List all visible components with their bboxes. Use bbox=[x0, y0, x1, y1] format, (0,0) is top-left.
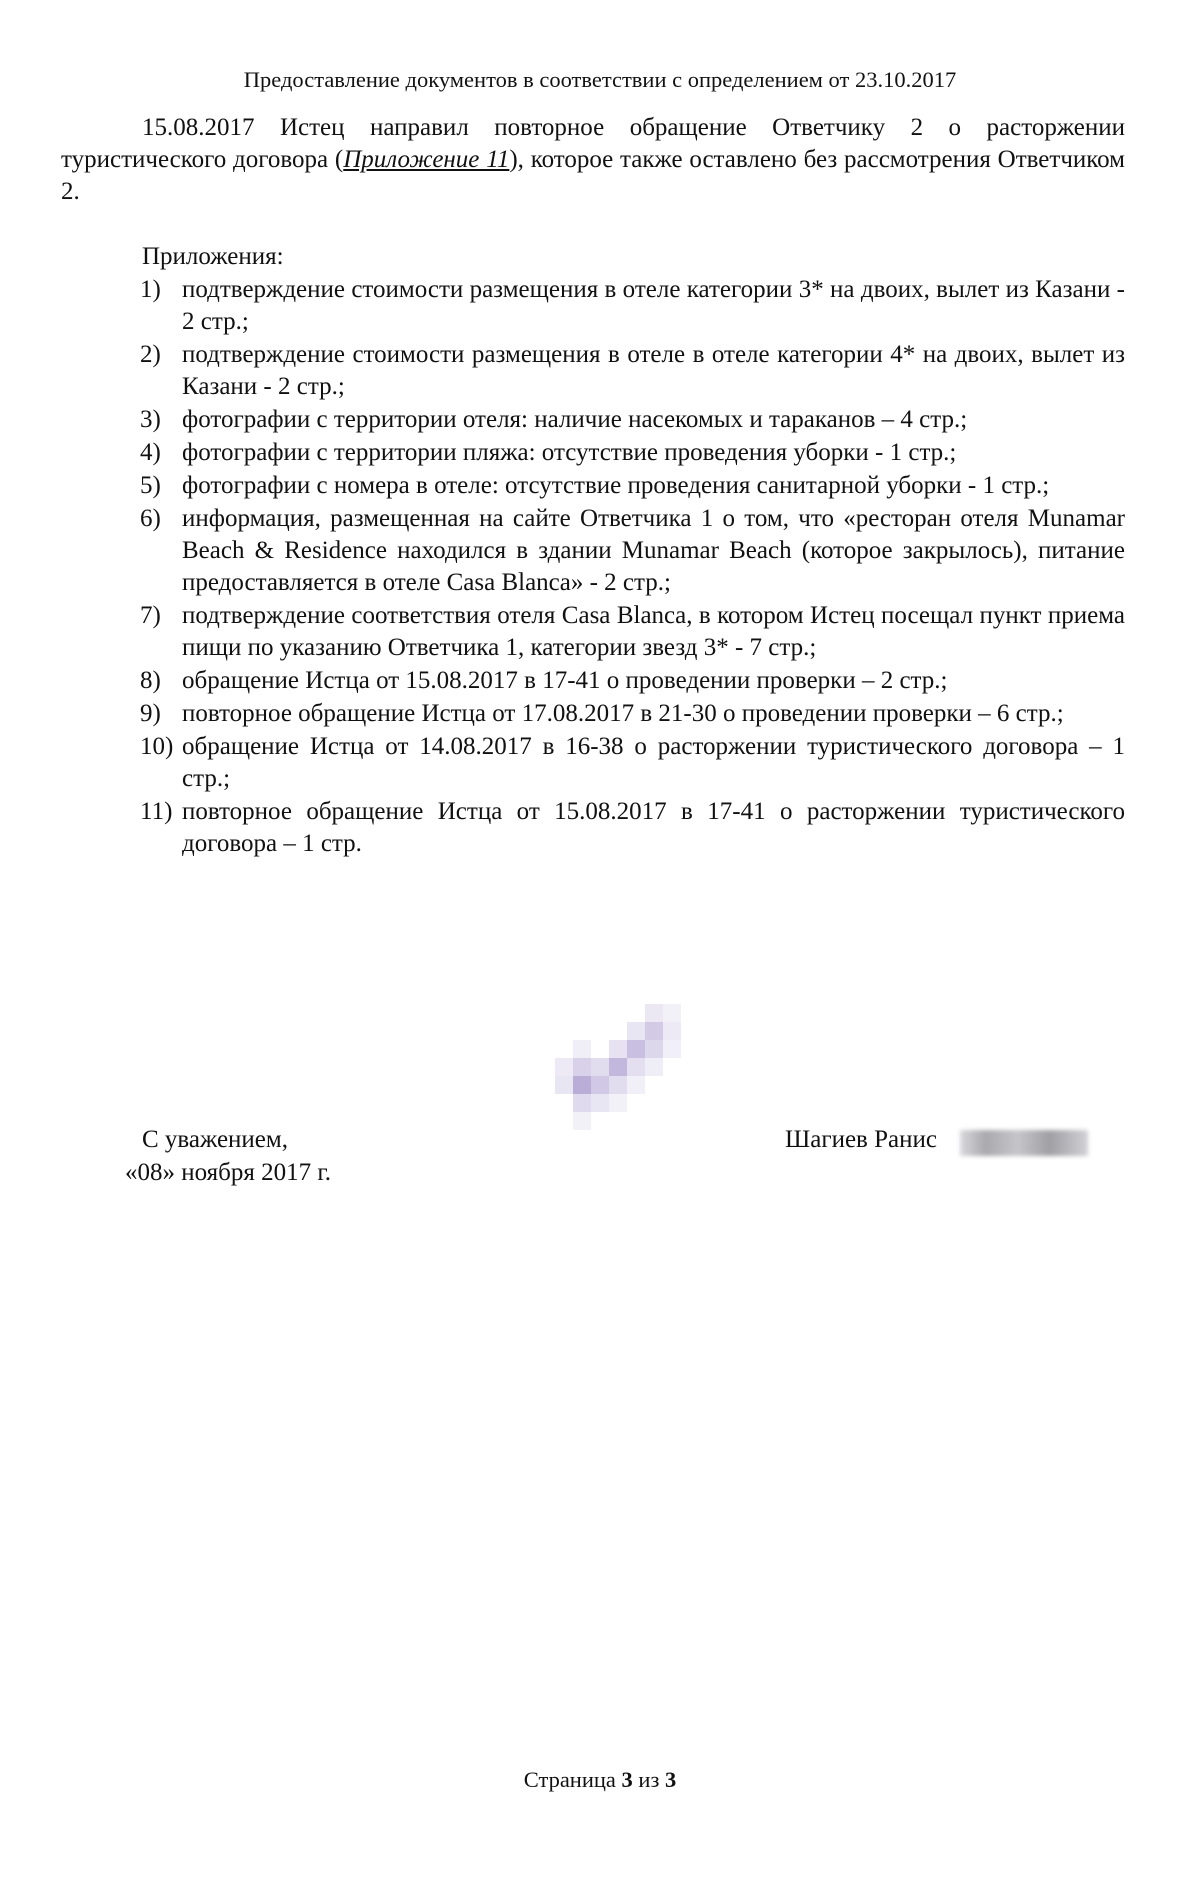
attachment-number: 9) bbox=[140, 700, 161, 727]
attachment-item bbox=[140, 470, 1125, 502]
attachment-text: информация, размещенная на сайте Ответчика 1 о том, что «ресторан отеля Munamar Beach & Residence находился в здании Munamar Beach (которое закрылось), питание предоставляется в отеле Casa Blanca» - 2 стр.; bbox=[182, 505, 1125, 596]
attachment-text: подтверждение стоимости размещения в отеле в отеле категории 4* на двоих, вылет из Казани - 2 стр.; bbox=[182, 341, 1125, 400]
page-of-label: из bbox=[632, 1767, 665, 1792]
attachment-number: 8) bbox=[140, 667, 161, 694]
signature-stamp-pixelated bbox=[555, 1002, 705, 1152]
attachment-number: 7) bbox=[140, 602, 161, 629]
attachment-number: 3) bbox=[140, 406, 161, 433]
attachment-item bbox=[140, 731, 1125, 795]
attachment-number: 4) bbox=[140, 439, 161, 466]
attachment-text: подтверждение стоимости размещения в отеле категории 3* на двоих, вылет из Казани - 2 стр.; bbox=[182, 276, 1125, 335]
body-paragraph bbox=[61, 112, 1125, 208]
page-footer bbox=[0, 1766, 1200, 1794]
attachment-text: повторное обращение Истца от 15.08.2017 в 17-41 о расторжении туристического договора – 1 стр. bbox=[182, 798, 1125, 857]
attachment-number: 1) bbox=[140, 276, 161, 303]
closing-date: «08» ноября 2017 г. bbox=[125, 1159, 332, 1186]
page-label: Страница bbox=[523, 1767, 622, 1792]
attachment-text: фотографии с территории отеля: наличие насекомых и тараканов – 4 стр.; bbox=[182, 406, 968, 433]
current-page-number: 3 bbox=[621, 1767, 633, 1792]
attachment-text: подтверждение соответствия отеля Casa Blanca, в котором Истец посещал пункт приема пищи по указанию Ответчика 1, категории звезд 3* - 7 стр.; bbox=[182, 602, 1125, 661]
attachment-item bbox=[140, 274, 1125, 338]
paragraph-text-start: 15.08.2017 Истец направил повторное обращение Ответчику 2 о расторжении туристического договора ( bbox=[61, 114, 1125, 173]
attachment-number: 5) bbox=[140, 472, 161, 499]
attachment-item bbox=[140, 698, 1125, 730]
attachment-number: 6) bbox=[140, 505, 161, 532]
page-header: Предоставление документов в соответствии с определением от 23.10.2017 bbox=[243, 67, 957, 92]
attachment-item bbox=[140, 503, 1125, 599]
attachment-number: 11) bbox=[140, 798, 173, 825]
paragraph-text-end: ), которое также оставлено без рассмотрения Ответчиком 2. bbox=[61, 146, 1125, 205]
total-pages-number: 3 bbox=[664, 1767, 677, 1792]
attachment-item bbox=[140, 404, 1125, 436]
appendix-reference: Приложение 11 bbox=[343, 146, 510, 173]
attachment-item bbox=[140, 665, 1125, 697]
attachment-item bbox=[140, 339, 1125, 403]
attachment-number: 2) bbox=[140, 341, 161, 368]
closing-salutation: С уважением, bbox=[142, 1126, 288, 1153]
attachments-heading: Приложения: bbox=[142, 243, 284, 270]
attachment-text: повторное обращение Истца от 17.08.2017 в 21-30 о проведении проверки – 6 стр.; bbox=[182, 700, 1064, 727]
attachment-item bbox=[140, 437, 1125, 469]
attachment-text: фотографии с территории пляжа: отсутствие проведения уборки - 1 стр.; bbox=[182, 439, 957, 466]
attachment-text: обращение Истца от 14.08.2017 в 16-38 о расторжении туристического договора – 1 стр.; bbox=[182, 733, 1125, 792]
attachments-list bbox=[140, 274, 1125, 861]
redacted-surname bbox=[960, 1130, 1088, 1156]
attachment-item bbox=[140, 796, 1125, 860]
attachment-text: фотографии с номера в отеле: отсутствие проведения санитарной уборки - 1 стр.; bbox=[182, 472, 1050, 499]
signer-name: Шагиев Ранис bbox=[785, 1126, 937, 1153]
attachment-item bbox=[140, 600, 1125, 664]
attachment-text: обращение Истца от 15.08.2017 в 17-41 о проведении проверки – 2 стр.; bbox=[182, 667, 948, 694]
attachment-number: 10) bbox=[140, 733, 174, 760]
